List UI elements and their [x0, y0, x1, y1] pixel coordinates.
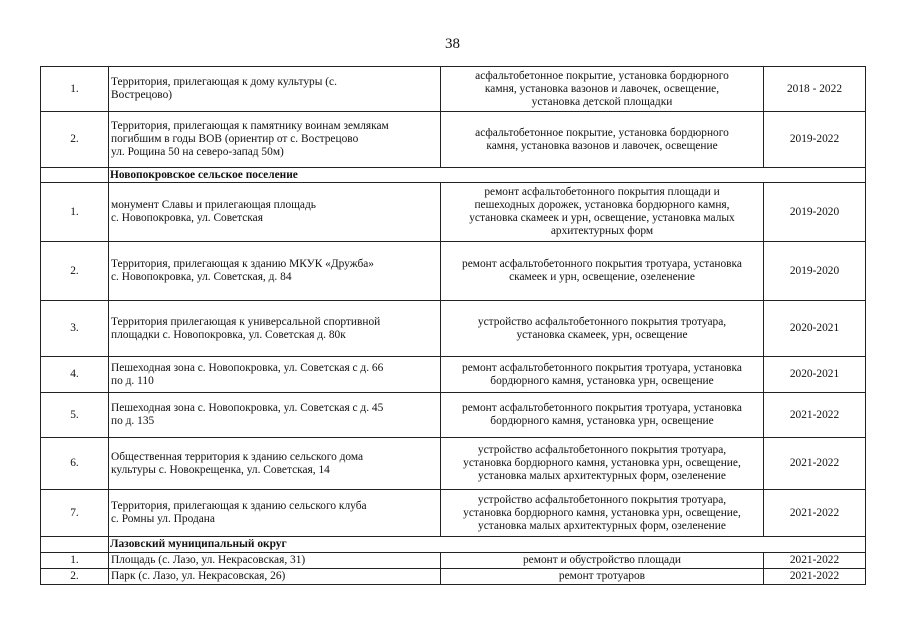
territory-line: Территория, прилегающая к дому культуры (с. — [111, 76, 337, 88]
work-cell — [441, 301, 764, 357]
work-cell — [441, 553, 764, 569]
years-cell: 2021-2022 — [764, 393, 866, 438]
territory-line: Площадь (с. Лазо, ул. Некрасовская, 31) — [111, 554, 306, 566]
work-line: камня, установка вазонов и лавочек, освещение — [486, 139, 718, 152]
work-line: скамеек и урн, освещение, озеленение — [509, 271, 695, 283]
work-line: асфальтобетонное покрытие, установка бордюрного — [475, 69, 729, 82]
work-line: асфальтобетонное покрытие, установка бордюрного — [475, 126, 729, 139]
work-line: установка скамеек и урн, освещение, установка малых — [469, 212, 735, 224]
years-cell: 2018 - 2022 — [764, 67, 866, 112]
work-line: архитектурных форм — [550, 225, 654, 237]
territory-line: культуры с. Новокрещенка, ул. Советская, 14 — [111, 463, 330, 476]
work-cell — [441, 67, 764, 112]
work-cell — [441, 569, 764, 585]
territory-line: площадки с. Новопокровка, ул. Советская д. 80к — [111, 328, 346, 341]
territory-line: с. Новопокровка, ул. Советская, д. 84 — [111, 271, 292, 283]
territory-line: по д. 135 — [111, 415, 155, 427]
row-number: 1. — [41, 183, 109, 242]
years-cell: 2019-2020 — [764, 183, 866, 242]
territory-line: Территория, прилегающая к зданию сельского клуба — [111, 500, 367, 512]
work-line: устройство асфальтобетонного покрытия тротуара, — [477, 444, 727, 456]
territory-line: Общественная территория к зданию сельского дома — [111, 450, 364, 463]
territory-cell — [109, 553, 441, 569]
work-line: камня, установка вазонов и лавочек, освещение, — [484, 82, 720, 95]
work-line: ремонт асфальтобетонного покрытия площади и — [484, 186, 720, 198]
work-line: устройство асфальтобетонного покрытия тротуара, — [477, 315, 727, 328]
row-number: 4. — [41, 357, 109, 393]
years-cell: 2020-2021 — [764, 301, 866, 357]
territory-line: Пешеходная зона с. Новопокровка, ул. Советская с д. 45 — [111, 402, 384, 414]
work-line: установка бордюрного камня, установка урн, освещение, — [463, 506, 741, 519]
section-row — [41, 537, 866, 553]
years-cell: 2019-2022 — [764, 112, 866, 168]
work-cell — [441, 357, 764, 393]
table-row — [41, 242, 866, 301]
territory-cell — [109, 438, 441, 490]
table-row — [41, 67, 866, 112]
row-number: 2. — [41, 242, 109, 301]
row-number: 1. — [41, 553, 109, 569]
section-title: Лазовский муниципальный округ — [109, 537, 866, 553]
territory-line: Территория, прилегающая к зданию МКУК «Дружба» — [111, 258, 374, 270]
row-number: 2. — [41, 112, 109, 168]
work-cell — [441, 183, 764, 242]
territory-line: Территория, прилегающая к памятнику воинам землякам — [111, 120, 389, 132]
work-line: ремонт асфальтобетонного покрытия тротуара, установка — [462, 402, 742, 414]
years-cell: 2021-2022 — [764, 569, 866, 585]
work-cell — [441, 490, 764, 537]
table-row — [41, 183, 866, 242]
territory-cell — [109, 357, 441, 393]
years-cell: 2021-2022 — [764, 438, 866, 490]
work-cell — [441, 112, 764, 168]
table-row — [41, 553, 866, 569]
territory-cell — [109, 112, 441, 168]
row-number: 7. — [41, 490, 109, 537]
work-line: установка малых архитектурных форм, озеленение — [478, 519, 726, 532]
table-row — [41, 393, 866, 438]
table-row — [41, 490, 866, 537]
section-row — [41, 168, 866, 183]
row-number: 5. — [41, 393, 109, 438]
territory-line: погибшим в годы ВОВ (ориентир от с. Вострецово — [111, 133, 359, 145]
work-line: ремонт и обустройство площади — [522, 554, 681, 566]
territory-cell — [109, 569, 441, 585]
table-row — [41, 569, 866, 585]
years-cell: 2019-2020 — [764, 242, 866, 301]
territory-cell — [109, 242, 441, 301]
territory-line: с. Новопокровка, ул. Советская — [111, 212, 263, 224]
years-cell: 2021-2022 — [764, 553, 866, 569]
work-line: ремонт асфальтобетонного покрытия тротуара, установка — [462, 361, 742, 374]
territory-cell — [109, 301, 441, 357]
work-line: ремонт асфальтобетонного покрытия тротуара, установка — [462, 258, 742, 270]
work-cell — [441, 242, 764, 301]
work-line: устройство асфальтобетонного покрытия тротуара, — [477, 493, 727, 506]
row-number: 6. — [41, 438, 109, 490]
page-number: 38 — [445, 36, 460, 52]
work-cell — [441, 438, 764, 490]
improvement-table — [40, 66, 866, 585]
work-line: установка детской площадки — [531, 95, 673, 108]
work-line: установка малых архитектурных форм, озеленение — [478, 470, 726, 482]
section-title: Новопокровское сельское поселение — [109, 168, 866, 183]
work-cell — [441, 393, 764, 438]
work-line: бордюрного камня, установка урн, освещение — [490, 415, 714, 427]
work-line: ремонт тротуаров — [558, 570, 646, 582]
territory-line: Парк (с. Лазо, ул. Некрасовская, 26) — [111, 570, 286, 582]
territory-line: Пешеходная зона с. Новопокровка, ул. Советская с д. 66 — [111, 361, 384, 374]
territory-line: ул. Рощина 50 на северо-запад 50м) — [111, 146, 284, 158]
years-cell: 2020-2021 — [764, 357, 866, 393]
territory-line: Территория прилегающая к универсальной спортивной — [111, 315, 381, 328]
work-line: установка скамеек, урн, освещение — [516, 328, 688, 341]
territory-line: с. Ромны ул. Продана — [111, 513, 215, 525]
years-cell: 2021-2022 — [764, 490, 866, 537]
work-line: установка бордюрного камня, установка урн, освещение, — [463, 457, 741, 469]
table-row — [41, 357, 866, 393]
territory-line: Вострецово) — [111, 89, 173, 101]
table-row — [41, 112, 866, 168]
table-row — [41, 301, 866, 357]
work-line: пешеходных дорожек, установка бордюрного камня, — [474, 199, 730, 211]
territory-cell — [109, 183, 441, 242]
territory-line: по д. 110 — [111, 374, 154, 387]
row-number: 2. — [41, 569, 109, 585]
row-number: 3. — [41, 301, 109, 357]
territory-cell — [109, 490, 441, 537]
work-line: бордюрного камня, установка урн, освещение — [490, 374, 714, 387]
territory-cell — [109, 67, 441, 112]
territory-cell — [109, 393, 441, 438]
table-row — [41, 438, 866, 490]
territory-line: монумент Славы и прилегающая площадь — [111, 199, 316, 211]
row-number: 1. — [41, 67, 109, 112]
